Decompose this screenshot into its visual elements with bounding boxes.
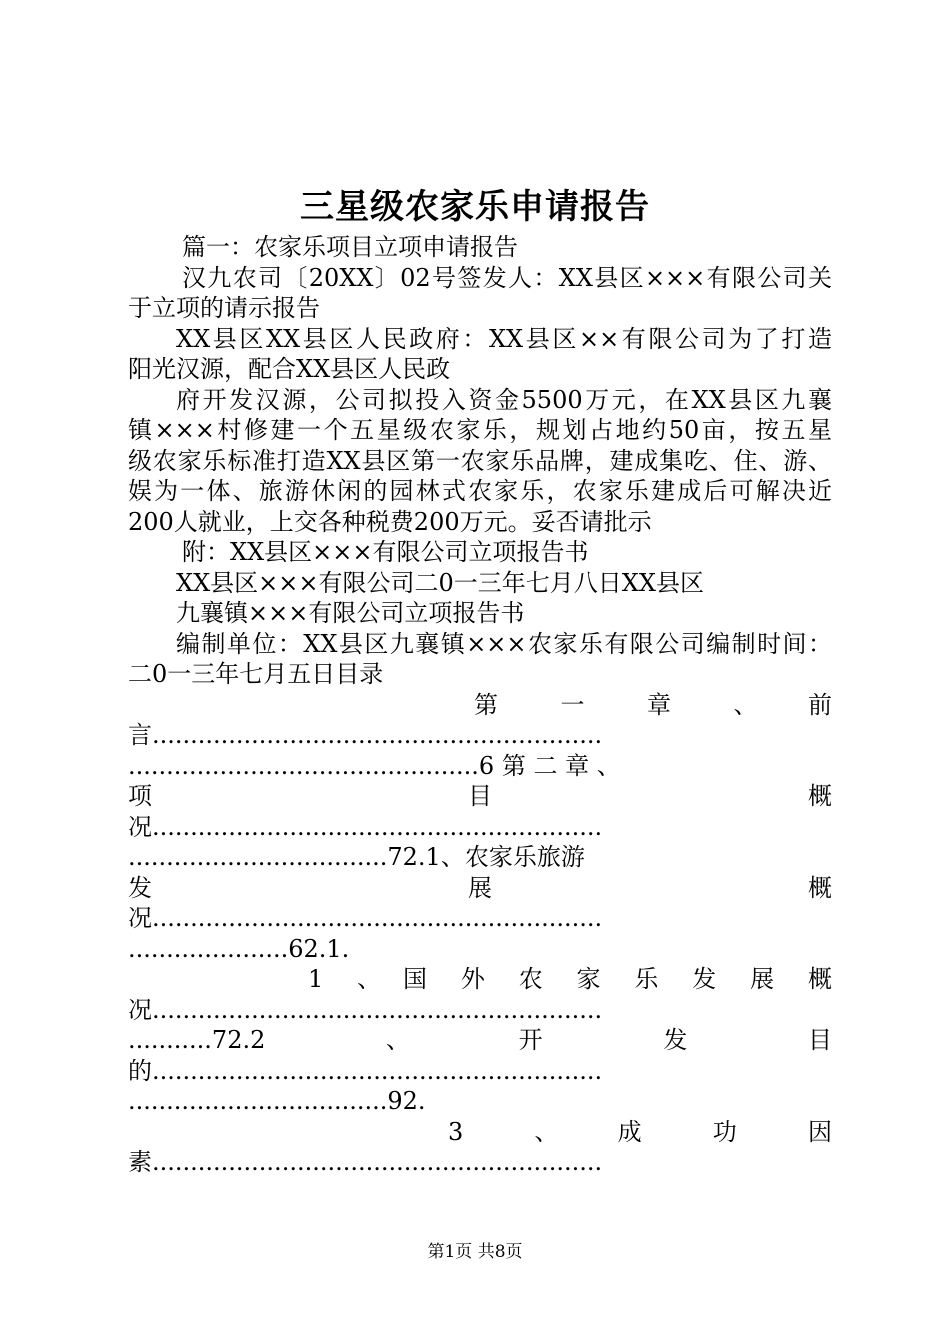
page-footer: 第1页 共8页	[427, 1242, 523, 1262]
text-line: 汉九农司〔20XX〕02号签发人：XX县区×××有限公司关	[182, 263, 832, 292]
document-title: 三星级农家乐申请报告	[300, 187, 650, 227]
text-line: 附：XX县区×××有限公司立项报告书	[182, 538, 589, 566]
text-line: 200人就业，上交各种税费200万元。妥否请批示	[128, 507, 652, 536]
text-line: 娱为一体、旅游休闲的园林式农家乐，农家乐建成后可解决近	[128, 477, 832, 505]
text-line: 编制单位：XX县区九襄镇×××农家乐有限公司编制时间：	[176, 629, 832, 658]
text-line: 府开发汉源，公司拟投入资金5500万元，在XX县区九襄	[176, 385, 832, 414]
text-line: 级农家乐标准打造XX县区第一农家乐品牌，建成集吃、住、游、	[128, 446, 832, 475]
text-line: 况...........................................................	[128, 812, 603, 841]
text-line: 发 展 概	[128, 873, 832, 902]
text-line: 况...........................................................	[128, 904, 603, 932]
text-line: 况...........................................................	[128, 995, 603, 1024]
text-line: 第 一 章 、 前	[474, 690, 832, 719]
text-line: ..............................................6 第 二 章 、	[128, 751, 621, 780]
text-line: 阳光汉源，配合XX县区人民政	[128, 355, 451, 383]
text-line: 九襄镇×××有限公司立项报告书	[176, 599, 525, 627]
text-line: ..................................72.1、农家乐旅游	[128, 843, 585, 871]
text-line: 1 、 国 外 农 家 乐 发 展 概	[308, 965, 832, 993]
text-line: 篇一：农家乐项目立项申请报告	[182, 233, 518, 261]
document-body	[128, 232, 832, 1178]
text-line: 3 、 成 功 因	[448, 1117, 832, 1146]
text-line: 素...........................................................	[128, 1148, 603, 1176]
text-line: 的...........................................................	[128, 1056, 603, 1085]
text-line: 项 目 概	[128, 782, 832, 810]
text-line: .....................62.1.	[128, 934, 350, 963]
text-line: 于立项的请示报告	[128, 294, 320, 322]
text-line: 二0一三年七月五日目录	[128, 660, 384, 688]
text-line: ...........72.2 、 开 发 目	[128, 1026, 832, 1054]
text-line: ..................................92.	[128, 1087, 426, 1115]
text-line: XX县区XX县区人民政府：XX县区××有限公司为了打造	[176, 324, 832, 353]
text-line: 镇×××村修建一个五星级农家乐，规划占地约50亩，按五星	[128, 416, 832, 444]
text-line: XX县区×××有限公司二0一三年七月八日XX县区	[176, 568, 704, 597]
text-line: 言...........................................................	[128, 721, 603, 749]
